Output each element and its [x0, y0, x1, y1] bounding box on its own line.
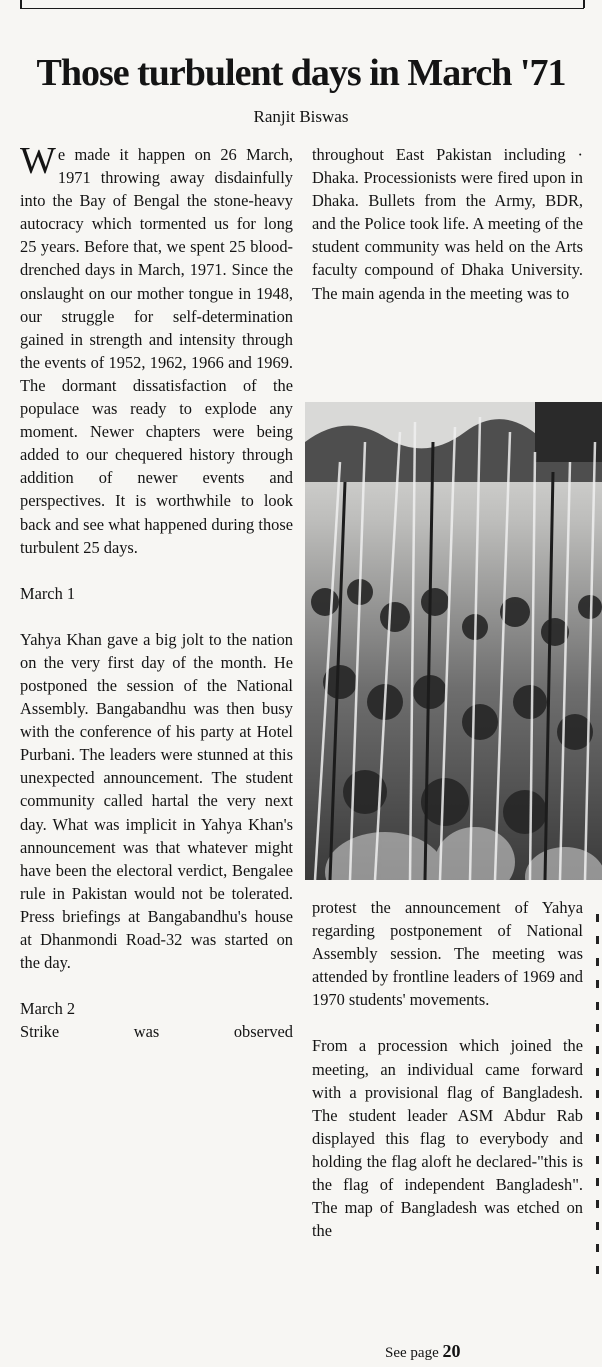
top-border-right: [583, 0, 585, 8]
adjacent-column-edge: [592, 900, 602, 1320]
article-headline: Those turbulent days in March '71: [36, 52, 566, 94]
procession-photo-image: [305, 402, 602, 880]
column-right-bottom: [312, 896, 583, 1242]
column-left: [20, 140, 293, 1043]
march-2-paragraph-start: Strike was observed: [20, 1022, 293, 1042]
continued-page-number: 20: [442, 1341, 461, 1361]
col2-top-paragraph: throughout East Pakistan including · Dhaka. Processionists were fired upon in Dhaka. Bullets from the Army, BDR, and the Police took life. A meeting of the student community was held on the Arts faculty compound of Dhaka University. The main agenda in the meeting was to: [312, 145, 583, 303]
drop-cap: W: [20, 140, 56, 182]
march-1-paragraph: Yahya Khan gave a big jolt to the nation on the very first day of the month. He postponed the session of the National Assembly. Bangabandhu was then busy with the conference of his party at Hotel Purbani. The leaders were stunned at this unexpected announcement. The student community called hartal the very next day. What was implicit in Yahya Khan's announcement was that whatever might have been the electoral verdict, Bengalee rule in Pakistan would not be tolerated. Press briefings at Bangabandhu's house at Dhanmondi Road-32 was started on the day.: [20, 629, 293, 973]
top-border-rule: [20, 0, 584, 9]
continued-label: See page: [385, 1345, 439, 1361]
top-border-left: [20, 0, 22, 8]
continued-on-page: [385, 1340, 460, 1364]
col2-bottom-paragraph-2: From a procession which joined the meeting, an individual came forward with a provisional flag of Bangladesh. The student leader ASM Abdur Rab displayed this flag to everybody and holding the flag aloft he declared-"this is the flag of independent Bangladesh". The map of Bangladesh was etched on the: [312, 1036, 583, 1241]
procession-photo: [305, 402, 602, 880]
section-heading-march-2: March 2: [20, 999, 76, 1019]
intro-paragraph: [20, 140, 293, 559]
section-heading-march-1: March 1: [20, 583, 76, 603]
article-byline: Ranjit Biswas: [253, 107, 349, 126]
col2-bottom-paragraph-1: protest the announcement of Yahya regarding postponement of National Assembly session. The meeting was attended by frontline leaders of 1969 and 1970 students' movements.: [312, 898, 583, 1010]
column-right-top: [312, 143, 583, 305]
intro-text: e made it happen on 26 March, 1971 throwing away disdainfully into the Bay of Bengal the stone-heavy autocracy which tormented us for long 25 years. Before that, we spent 25 blood-drenched days in March, 1971. Since the onslaught on our mother tongue in 1948, our struggle for self-determination gained in strength and intensity through the events of 1952, 1962, 1966 and 1969. The dormant dissatisfaction of the populace was ready to explode any moment. Newer chapters were being added to our chequered history through addition of newer events and perspectives. It is worthwhile to look back and see what happened during those turbulent 25 days.: [20, 145, 293, 557]
